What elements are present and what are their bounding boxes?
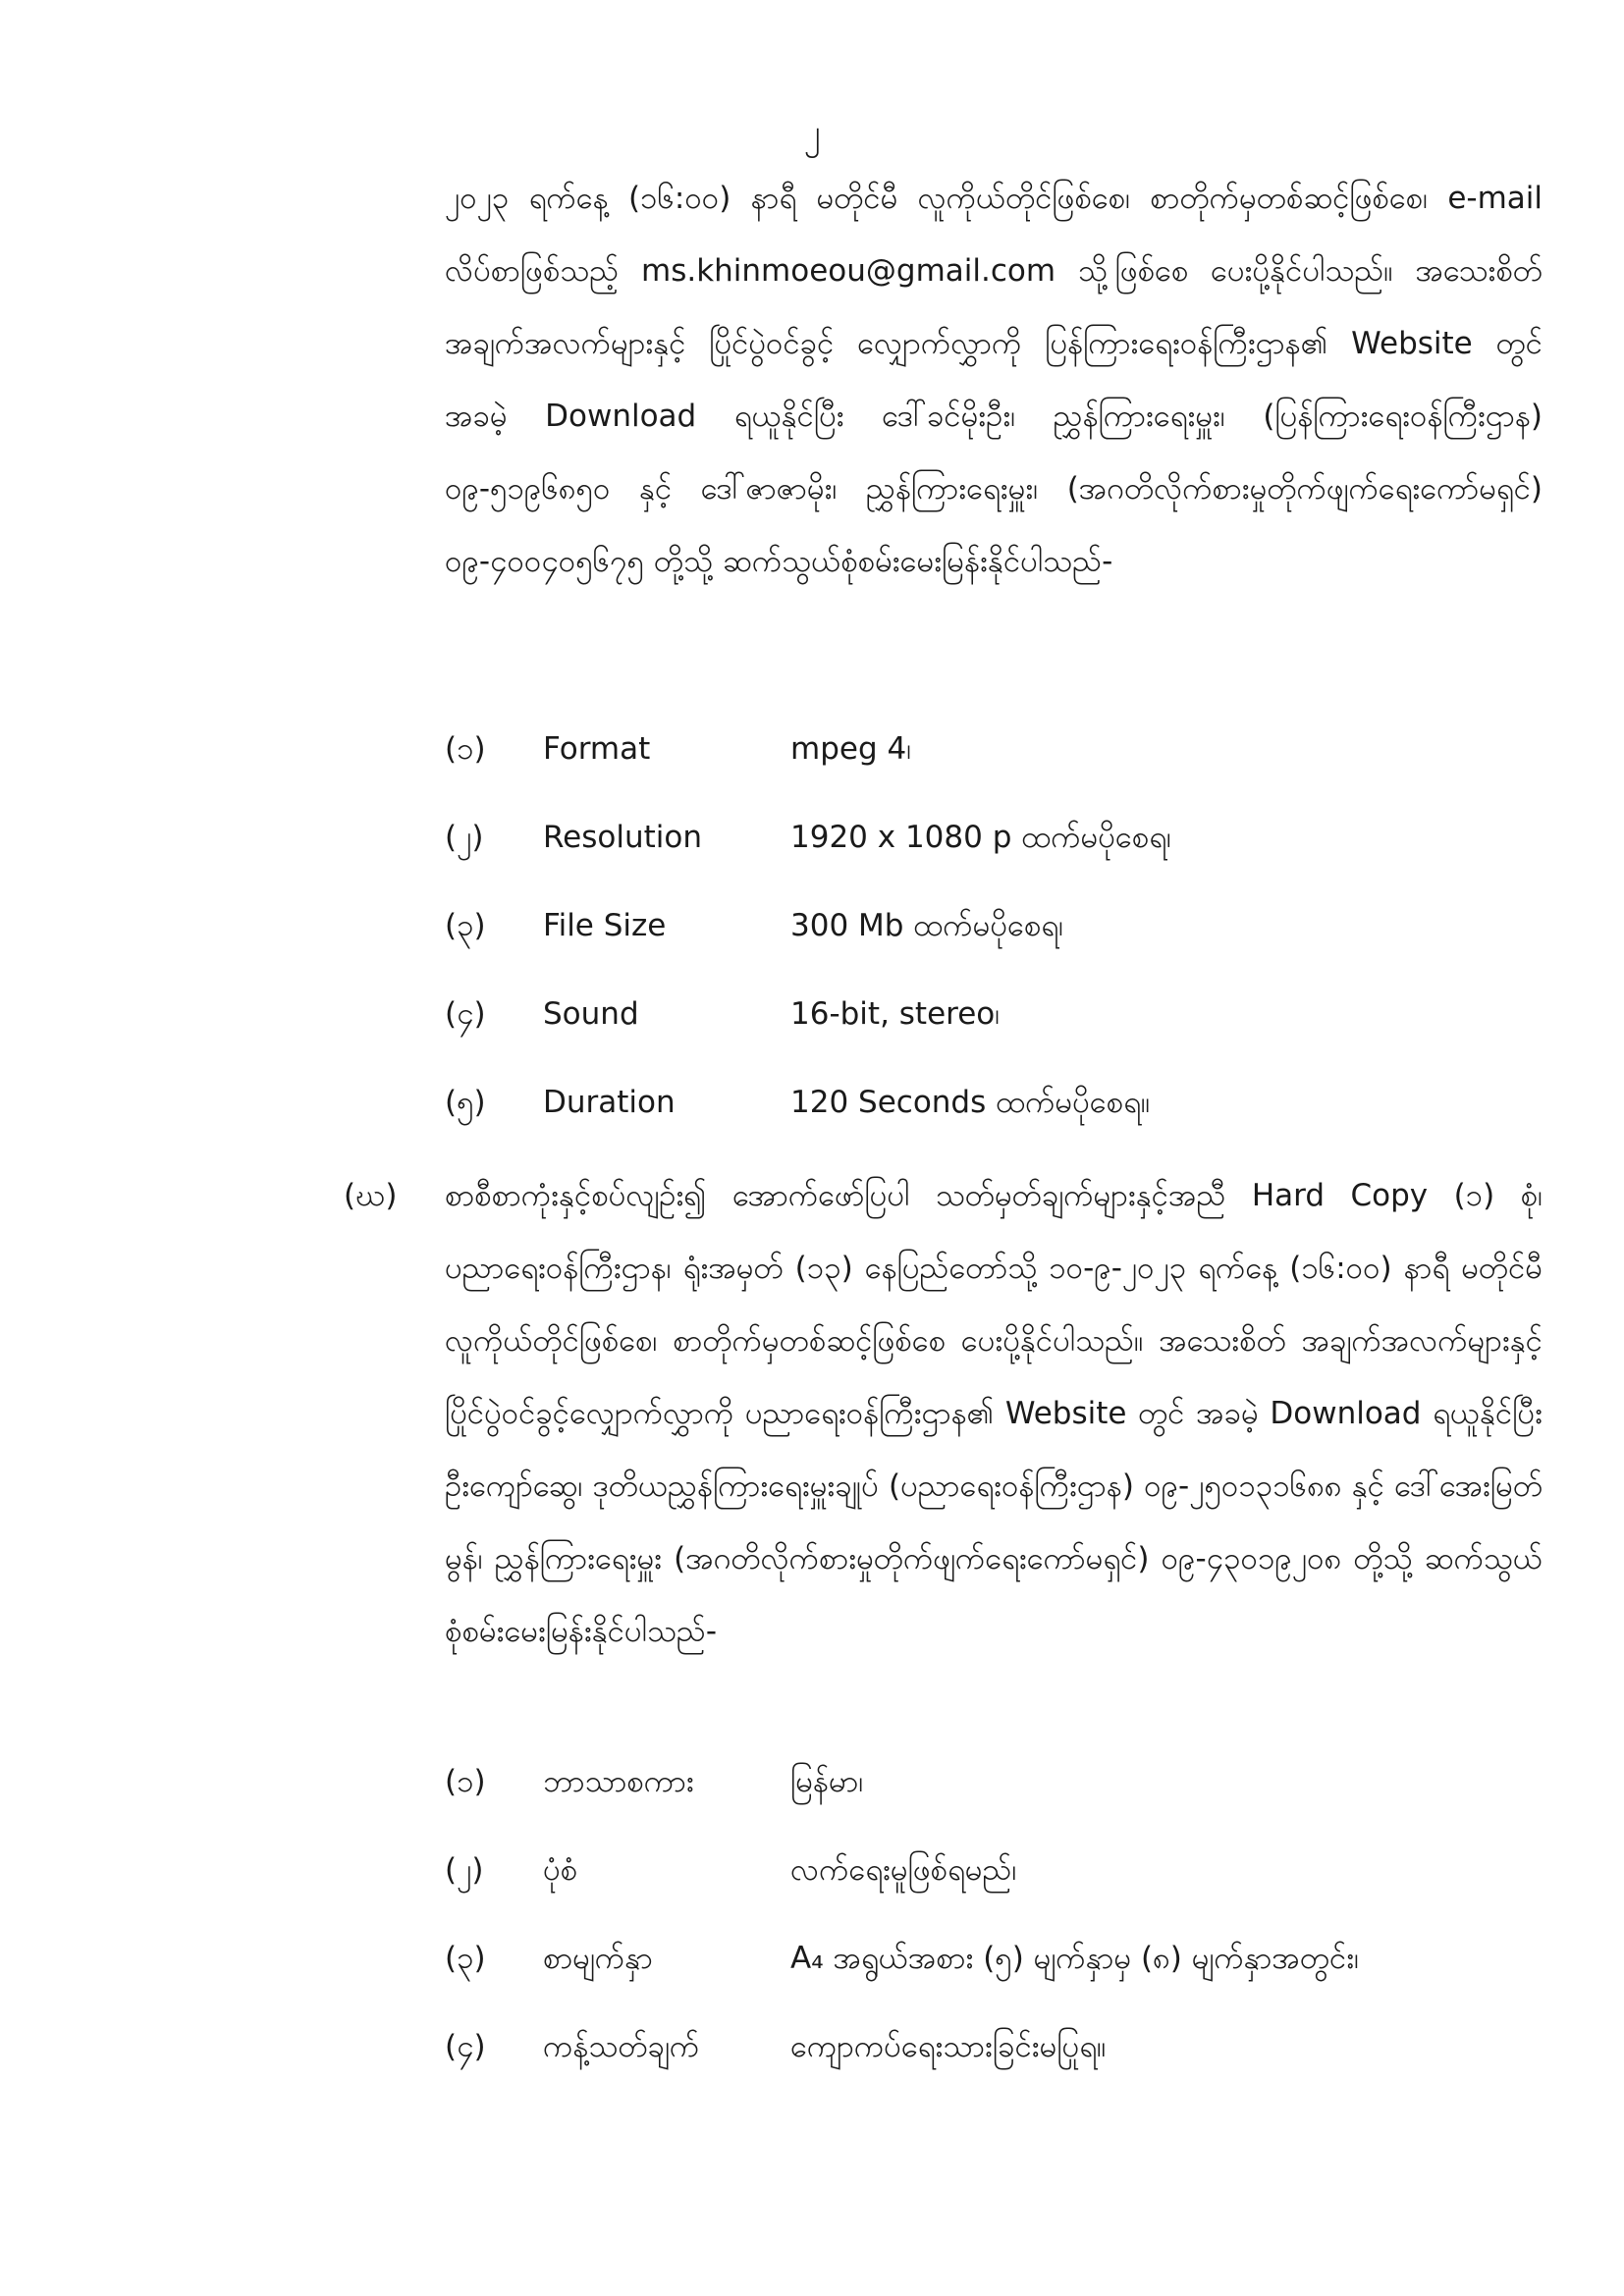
list-item-number: (၄) [445, 2029, 486, 2064]
list-item-label: စာမျက်နှာ [543, 1941, 653, 1976]
paragraph-marker: (ဃ) [344, 1178, 398, 1213]
list-item-number: (၁) [445, 731, 486, 767]
list-item-number: (၃) [445, 1941, 486, 1976]
list-item-label: ကန့်သတ်ချက် [543, 2029, 700, 2064]
list-item-value: ကျောကပ်ရေးသားခြင်းမပြုရ။ [790, 2029, 1107, 2064]
list-item-number: (၅) [445, 1085, 486, 1120]
list-item-label: Duration [543, 1085, 676, 1120]
paragraph-contact-info: ၂၀၂၃ ရက်နေ့ (၁၆:၀၀) နာရီ မတိုင်မီ လူကိုယ်တိုင်ဖြစ်စေ၊ စာတိုက်မှတစ်ဆင့်ဖြစ်စေ၊ e-mail လိပ်စာဖြစ်သည့် ms.khinmoeou@gmail.com သို့ဖြစ်စေ ပေးပို့နိုင်ပါသည်။ အသေးစိတ်အချက်အလက်များနှင့် ပြိုင်ပွဲဝင်ခွင့် လျှောက်လွှာကို ပြန်ကြားရေးဝန်ကြီးဌာန၏ Website တွင် အခမဲ့ Download ရယူနိုင်ပြီး ဒေါ်ခင်မိုးဦး၊ ညွှန်ကြားရေးမှူး၊ (ပြန်ကြားရေးဝန်ကြီးဌာန) ၀၉-၅၁၉၆၈၅၀ နှင့် ဒေါ်ဇာဇာမိုး၊ ညွှန်ကြားရေးမှူး၊ (အဂတိလိုက်စားမှုတိုက်ဖျက်ရေးကော်မရှင်) ၀၉-၄၀၀၄၀၅၆၇၅ တို့သို့ ဆက်သွယ်စုံစမ်းမေးမြန်းနိုင်ပါသည်- [445, 181, 1543, 579]
list-item-value: 120 Seconds ထက်မပိုစေရ။ [790, 1085, 1151, 1120]
list-item-number: (၂) [445, 820, 484, 855]
list-item-value: မြန်မာ၊ [790, 1764, 864, 1799]
list-item-label: File Size [543, 908, 667, 943]
list-item-label: Resolution [543, 820, 702, 855]
list-item-label: ဘာသာစကား [543, 1764, 694, 1799]
list-item-value: 300 Mb ထက်မပိုစေရ၊ [790, 908, 1063, 943]
list-item-number: (၂) [445, 1852, 484, 1888]
list-item-number: (၁) [445, 1764, 486, 1799]
list-item-label: ပုံစံ [543, 1852, 578, 1888]
list-item-value: A₄ အရွယ်အစား (၅) မျက်နှာမှ (၈) မျက်နှာအတွင်း၊ [790, 1941, 1360, 1976]
list-item-value: 16-bit, stereo၊ [790, 996, 1001, 1032]
list-item-label: Format [543, 731, 651, 767]
paragraph-essay-contest: စာစီစာကုံးနှင့်စပ်လျဉ်း၍ အောက်ဖော်ပြပါ သတ်မှတ်ချက်များနှင့်အညီ Hard Copy (၁) စုံ၊ ပညာရေးဝန်ကြီးဌာန၊ ရုံးအမှတ် (၁၃) နေပြည်တော်သို့ ၁၀-၉-၂၀၂၃ ရက်နေ့ (၁၆:၀၀) နာရီ မတိုင်မီ လူကိုယ်တိုင်ဖြစ်စေ၊ စာတိုက်မှတစ်ဆင့်ဖြစ်စေ ပေးပို့နိုင်ပါသည်။ အသေးစိတ် အချက်အလက်များနှင့် ပြိုင်ပွဲဝင်ခွင့်လျှောက်လွှာကို ပညာရေးဝန်ကြီးဌာန၏ Website တွင် အခမဲ့ Download ရယူနိုင်ပြီး ဦးကျော်ဆွေ၊ ဒုတိယညွှန်ကြားရေးမှူးချုပ် (ပညာရေးဝန်ကြီးဌာန) ၀၉-၂၅၀၁၃၁၆၈၈ နှင့် ဒေါ်အေးမြတ်မွန်၊ ညွှန်ကြားရေးမှူး (အဂတိလိုက်စားမှုတိုက်ဖျက်ရေးကော်မရှင်) ၀၉-၄၃၀၁၉၂၀၈ တို့သို့ ဆက်သွယ် စုံစမ်းမေးမြန်းနိုင်ပါသည်- [445, 1178, 1543, 1649]
list-item-number: (၃) [445, 908, 486, 943]
list-item-label: Sound [543, 996, 639, 1032]
page-number: ၂ [803, 113, 821, 152]
list-item-number: (၄) [445, 996, 486, 1032]
list-item-value: mpeg 4၊ [790, 731, 912, 767]
list-item-value: လက်ရေးမူဖြစ်ရမည်၊ [790, 1852, 1017, 1888]
list-item-value: 1920 x 1080 p ထက်မပိုစေရ၊ [790, 820, 1171, 855]
